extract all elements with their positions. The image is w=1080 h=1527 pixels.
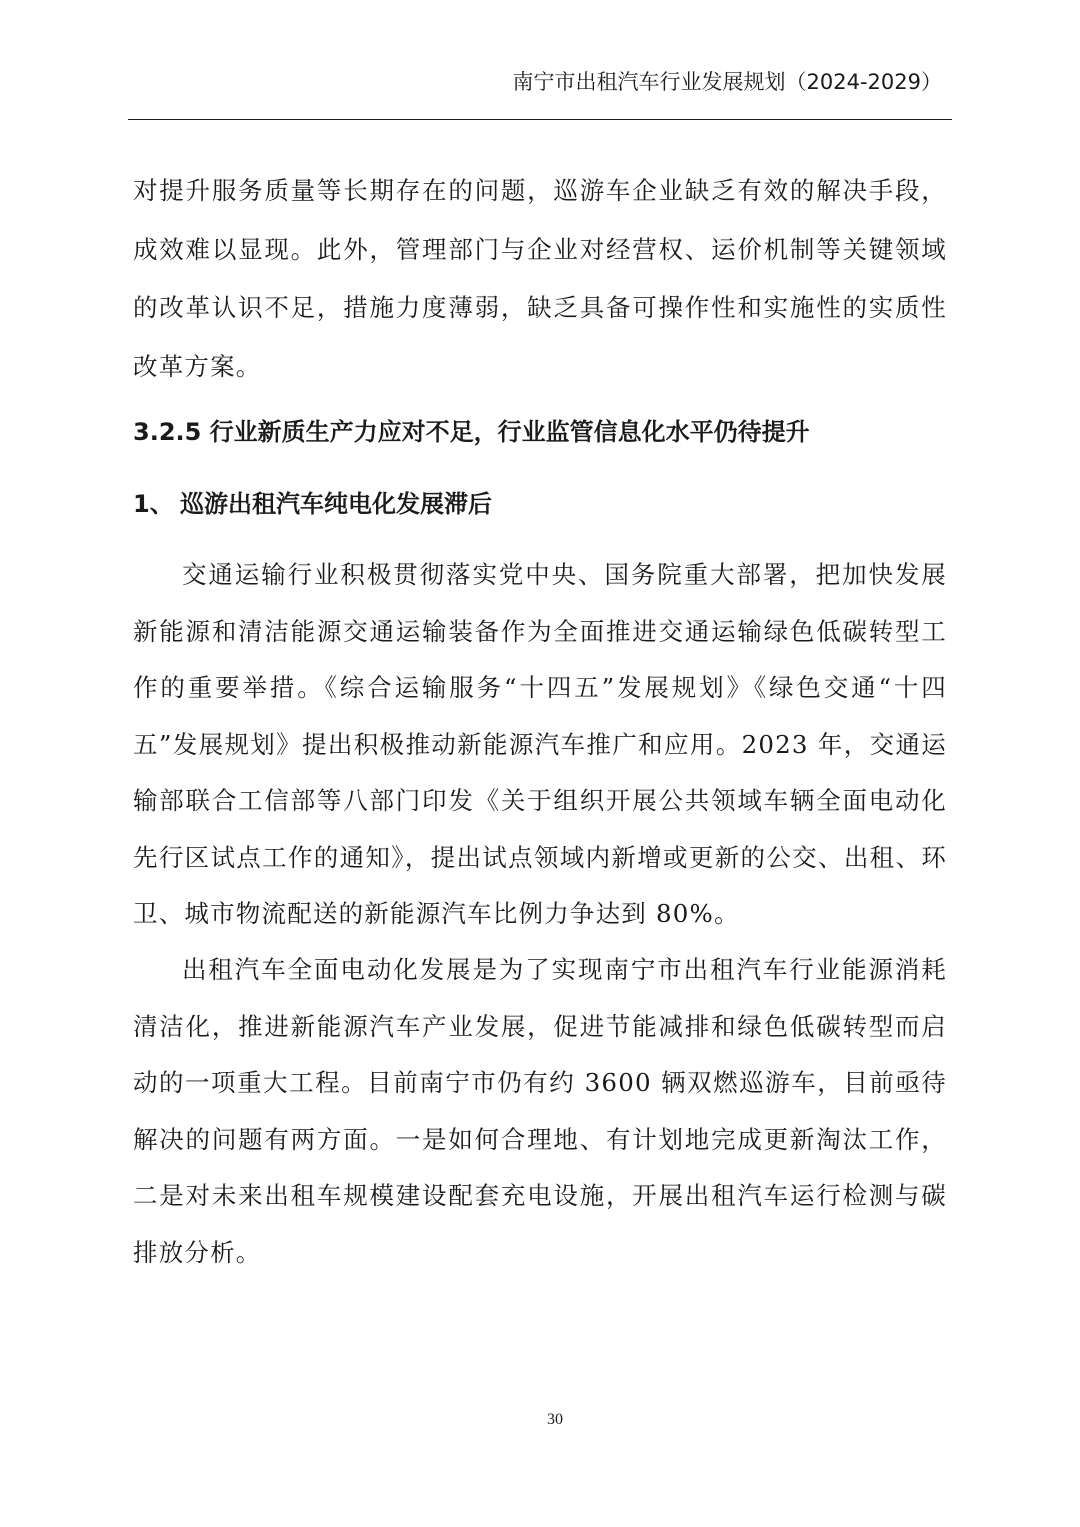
continued-paragraph: 对提升服务质量等长期存在的问题，巡游车企业缺乏有效的解决手段，成效难以显现。此外，管理部门与企业对经营权、运价机制等关键领域的改革认识不足，措施力度薄弱，缺乏具备可操作性和实施性的实质性改革方案。 [133, 176, 947, 381]
running-header-title: 南宁市出租汽车行业发展规划（2024-2029） [512, 70, 942, 94]
subheading-number: 1、 [133, 490, 174, 518]
section-heading: 3.2.5 行业新质生产力应对不足，行业监管信息化水平仍待提升 [133, 418, 810, 446]
page-number: 30 [547, 1411, 563, 1428]
subheading [133, 486, 492, 522]
subheading-text: 巡游出租汽车纯电化发展滞后 [180, 490, 492, 518]
paragraph-electrification: 出租汽车全面电动化发展是为了实现南宁市出租汽车行业能源消耗清洁化，推进新能源汽车产业发展，促进节能减排和绿色低碳转型而启动的一项重大工程。目前南宁市仍有约 3600 辆双燃巡游车，目前亟待解决的问题有两方面。一是如何合理地、有计划地完成更新淘汰工作，二是对未来出租车规模建设配套充电设施，开展出租汽车运行检测与碳排放分析。 [133, 955, 947, 1267]
paragraph-policy: 交通运输行业积极贯彻落实党中央、国务院重大部署，把加快发展新能源和清洁能源交通运输装备作为全面推进交通运输绿色低碳转型工作的重要举措。《综合运输服务“十四五”发展规划》《绿色交通“十四五”发展规划》提出积极推动新能源汽车推广和应用。2023 年，交通运输部联合工信部等八部门印发《关于组织开展公共领域车辆全面电动化先行区试点工作的通知》，提出试点领域内新增或更新的公交、出租、环卫、城市物流配送的新能源汽车比例力争达到 80%。 [133, 560, 947, 928]
